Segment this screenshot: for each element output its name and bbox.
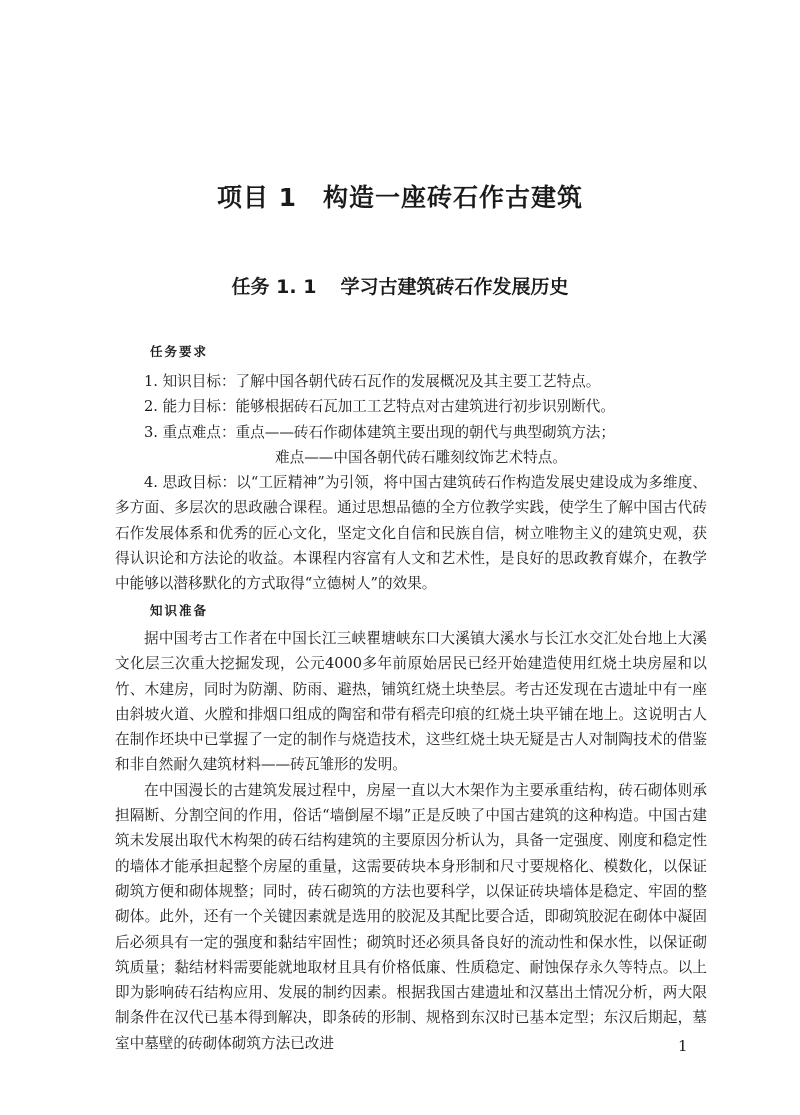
project-title-text: 构造一座砖石作古建筑 bbox=[323, 183, 584, 212]
knowledge-prep-body bbox=[115, 626, 707, 1056]
body-paragraph: 在中国漫长的古建筑发展过程中，房屋一直以大木架作为主要承重结构，砖石砌体则承担隔断、分割空间的作用，俗话“墙倒屋不塌”正是反映了中国古建筑的这种构造。中国古建筑未发展出取代木构架的砖石结构建筑的主要原因分析认为，具备一定强度、刚度和稳定性的墙体才能承担起整个房屋的重量，这需要砖块本身形制和尺寸要规格化、模数化，以保证砌筑方便和砌体规整；同时，砖石砌筑的方法也要科学，以保证砖块墙体是稳定、牢固的整砌体。此外，还有一个关键因素就是选用的胶泥及其配比要合适，即砌筑胶泥在砌体中凝固后必须具有一定的强度和黏结牢固性；砌筑时还必须具备良好的流动性和保水性，以保证砌筑质量；黏结材料需要能就地取材且具有价格低廉、性质稳定、耐蚀保存永久等特点。以上即为影响砖石结构应用、发展的制约因素。根据我国古建遗址和汉墓出土情况分析，两大限制条件在汉代已基本得到解决，即条砖的形制、规格到东汉时已基本定型；东汉后期起，墓室中墓壁的砖砌体砌筑方法已改进 bbox=[115, 781, 707, 1052]
requirement-item: 3. 重点难点：重点——砖石作砌体建筑主要出现的朝代与典型砌筑方法； bbox=[144, 423, 615, 441]
requirement-item: 2. 能力目标：能够根据砖石瓦加工工艺特点对古建筑进行初步识别断代。 bbox=[144, 398, 615, 416]
body-paragraph: 据中国考古工作者在中国长江三峡瞿塘峡东口大溪镇大溪水与长江水交汇处台地上大溪文化层三次重大挖掘发现，公元4000多年前原始居民已经开始建造使用红烧土块房屋和以竹、木建房，同时为防潮、防雨、避热，铺筑红烧土块垫层。考古还发现在古遗址中有一座由斜坡火道、火膛和排烟口组成的陶窑和带有稻壳印痕的红烧土块平铺在地上。这说明古人在制作坯块中已掌握了一定的制作与烧造技术，这些红烧土块无疑是古人对制陶技术的借鉴和非自然耐久建筑材料——砖瓦雏形的发明。 bbox=[115, 630, 707, 774]
task-requirements-heading: 任务要求 bbox=[150, 344, 209, 359]
requirement-item: 难点——中国各朝代砖石雕刻纹饰艺术特点。 bbox=[275, 448, 567, 466]
knowledge-prep-heading: 知识准备 bbox=[150, 603, 209, 618]
task-number: 任务 1. 1 bbox=[231, 276, 317, 298]
project-title bbox=[0, 178, 800, 214]
requirement-item: 4. 思政目标：以“工匠精神”为引领，将中国古建筑砖石作构造发展史建设成为多维度、多方面、多层次的思政融合课程。通过思想品德的全方位教学实践，使学生了解中国古代砖石作发展体系和优秀的匠心文化，坚定文化自信和民族自信，树立唯物主义的建筑史观，获得认识论和方法论的收益。本课程内容富有人文和艺术性，是良好的思政教育媒介，在教学中能够以潜移默化的方式取得“立德树人”的效果。 bbox=[115, 474, 707, 593]
task-title bbox=[0, 272, 800, 299]
task-title-text: 学习古建筑砖石作发展历史 bbox=[340, 276, 569, 298]
requirement-item: 1. 知识目标：了解中国各朝代砖石瓦作的发展概况及其主要工艺特点。 bbox=[144, 373, 601, 390]
page-number: 1 bbox=[678, 1037, 688, 1055]
task-requirements-list bbox=[115, 369, 707, 597]
project-number: 项目 1 bbox=[216, 183, 298, 212]
